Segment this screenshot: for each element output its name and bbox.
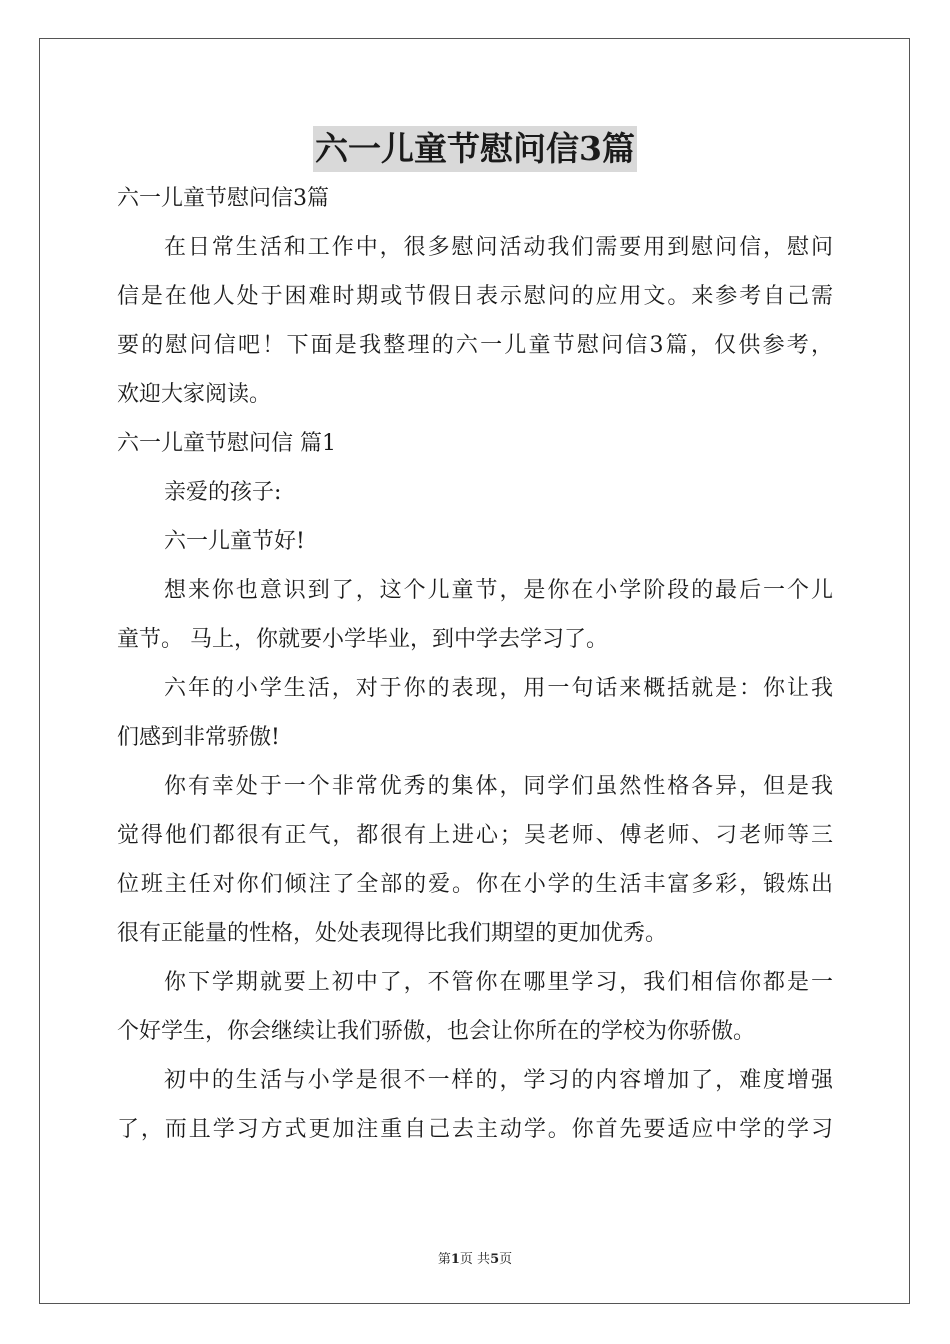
text-line: 亲爱的孩子: <box>164 480 282 505</box>
text-line: 信是在他人处于困难时期或节假日表示慰问的应用文。来参考自己需 <box>117 284 833 309</box>
title-container <box>0 126 950 172</box>
document-body <box>117 174 833 1154</box>
footer-total-pages: 5 <box>490 1252 500 1267</box>
text-line: 六一儿童节慰问信3篇 <box>117 186 329 211</box>
footer-page-mid: 页 共 <box>459 1252 491 1267</box>
text-line: 觉得他们都很有正气，都很有上进心；吴老师、傅老师、刁老师等三 <box>117 823 833 848</box>
text-line: 六一儿童节好! <box>164 529 305 554</box>
text-line: 了，而且学习方式更加注重自己去主动学。你首先要适应中学的学习 <box>117 1117 833 1142</box>
document-title: 六一儿童节慰问信3篇 <box>313 126 637 172</box>
text-line: 个好学生，你会继续让我们骄傲，也会让你所在的学校为你骄傲。 <box>117 1019 756 1044</box>
text-line: 位班主任对你们倾注了全部的爱。你在小学的生活丰富多彩，锻炼出 <box>117 872 833 897</box>
text-line: 们感到非常骄傲! <box>117 725 280 750</box>
text-line: 想来你也意识到了，这个儿童节，是你在小学阶段的最后一个儿 <box>164 578 833 603</box>
text-line: 你下学期就要上初中了，不管你在哪里学习，我们相信你都是一 <box>164 970 833 995</box>
text-line: 童节。 马上，你就要小学毕业，到中学去学习了。 <box>117 627 608 652</box>
text-line: 在日常生活和工作中，很多慰问活动我们需要用到慰问信，慰问 <box>164 235 833 260</box>
text-line: 要的慰问信吧！下面是我整理的六一儿童节慰问信3篇，仅供参考， <box>117 333 833 358</box>
footer-page-prefix: 第 <box>437 1252 451 1267</box>
text-line: 很有正能量的性格，处处表现得比我们期望的更加优秀。 <box>117 921 668 946</box>
text-line: 六年的小学生活，对于你的表现，用一句话来概括就是：你让我 <box>164 676 833 701</box>
text-line: 初中的生活与小学是很不一样的，学习的内容增加了，难度增强 <box>164 1068 833 1093</box>
text-line: 欢迎大家阅读。 <box>117 382 272 407</box>
page-footer <box>0 1248 950 1267</box>
footer-current-page: 1 <box>450 1252 460 1267</box>
text-line: 六一儿童节慰问信 篇1 <box>117 431 336 456</box>
footer-page-suffix: 页 <box>499 1252 513 1267</box>
text-line: 你有幸处于一个非常优秀的集体，同学们虽然性格各异，但是我 <box>164 774 833 799</box>
